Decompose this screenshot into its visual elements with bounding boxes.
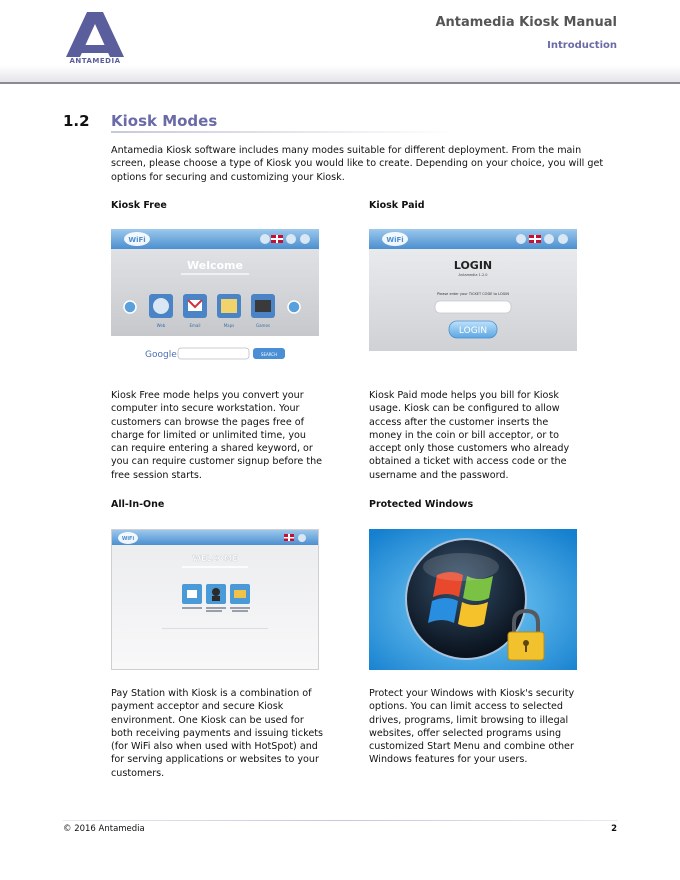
all-in-one-screenshot — [111, 529, 319, 670]
kiosk-free-icon-label: Maps — [223, 323, 235, 328]
kiosk-free-screenshot — [111, 229, 319, 365]
manual-title: Antamedia Kiosk Manual — [435, 15, 617, 30]
section-intro: Antamedia Kiosk software includes many modes suitable for different deployment. From the main screen, please choose a type of Kiosk you would like to create. Depending on your choice, you will get options for securing and customizing your Kiosk. — [111, 145, 604, 183]
kiosk-free-heading: Kiosk Free — [111, 200, 167, 211]
kiosk-paid-login-title: LOGIN — [453, 259, 493, 272]
chapter-title: Introduction — [547, 40, 617, 51]
kiosk-paid-description: Kiosk Paid mode helps you bill for Kiosk usage. Kiosk can be configured to allow access after the customer inserts the money in the coin or bill acceptor, or to accept only those customers who already obtained a ticket with access code or the username and the password. — [369, 390, 570, 481]
kiosk-paid-wifi-badge: WiFi — [386, 236, 404, 244]
section-title: Kiosk Modes — [111, 112, 218, 130]
kiosk-paid-heading: Kiosk Paid — [369, 200, 425, 211]
kiosk-free-welcome: Welcome — [187, 259, 243, 272]
kiosk-paid-screenshot — [369, 229, 577, 351]
kiosk-paid-login-button: LOGIN — [458, 326, 488, 336]
logo-wordmark: ANTAMEDIA — [69, 57, 121, 65]
kiosk-free-icon-label: Games — [256, 323, 270, 328]
protected-windows-description: Protect your Windows with Kiosk's security options. You can limit access to selected drives, programs, limit browsing to illegal websites, offer selected programs using customized Start Menu and combine other Windows features for your users. — [369, 688, 575, 766]
section-number: 1.2 — [63, 112, 90, 130]
all-in-one-heading: All-In-One — [111, 499, 165, 510]
protected-windows-heading: Protected Windows — [369, 499, 474, 510]
protected-windows-image — [369, 529, 577, 670]
kiosk-free-description: Kiosk Free mode helps you convert your computer into secure workstation. Your customers can browse the pages free of charge for limited or unlimited time, you can require entering a shared keyword, or you can require customer signup before the free session starts. — [111, 390, 323, 481]
page-number: 2 — [611, 824, 617, 834]
footer-copyright: © 2016 Antamedia — [63, 824, 145, 834]
kiosk-free-search-button: SEARCH — [260, 352, 278, 357]
kiosk-free-icon-label: Web — [156, 323, 166, 328]
kiosk-free-wifi-badge: WiFi — [128, 236, 146, 244]
kiosk-paid-login-subtitle: Antamedia 1.2.0 — [458, 273, 488, 277]
all-in-one-welcome: WELCOME — [192, 554, 238, 563]
kiosk-paid-login-prompt: Please enter your TICKET CODE to LOGIN — [436, 292, 510, 296]
section-underline — [111, 131, 456, 133]
page-header — [0, 0, 680, 84]
kiosk-free-search-brand: Google — [145, 350, 177, 360]
all-in-one-wifi-badge: WiFi — [121, 536, 135, 542]
all-in-one-description: Pay Station with Kiosk is a combination of payment acceptor and secure Kiosk environment. One Kiosk can be used for both receiving payments and issuing tickets (for WiFi also when used with HotSpot) and for serving applications or websites to your customers. — [111, 688, 323, 779]
kiosk-free-icon-label: Email — [189, 323, 201, 328]
footer-divider — [63, 820, 618, 821]
